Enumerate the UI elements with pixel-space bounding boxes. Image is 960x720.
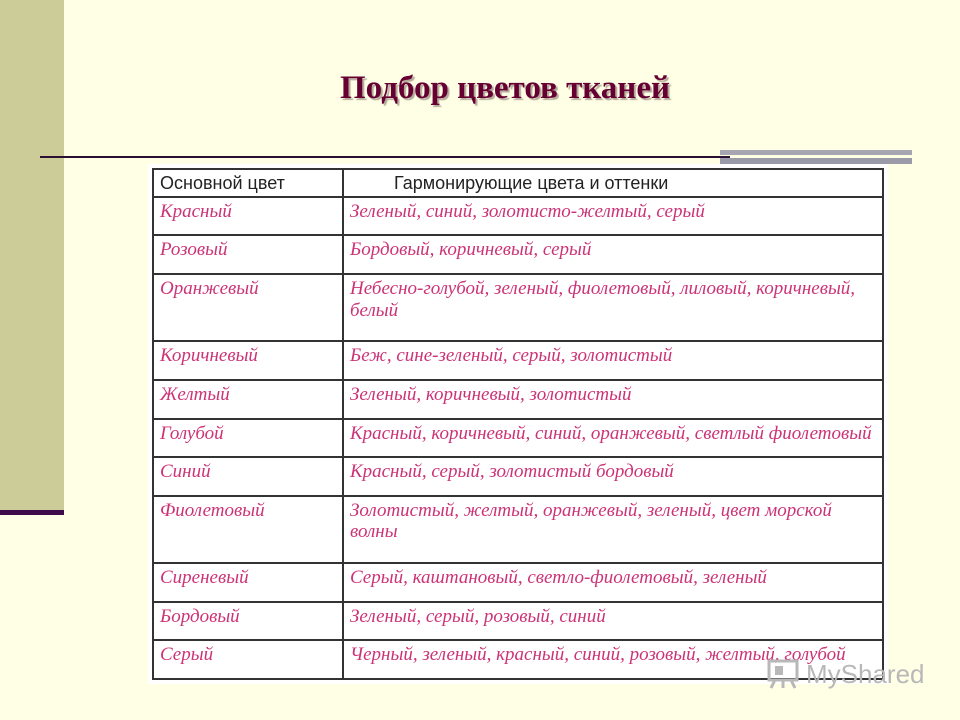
header-harmony-colors: Гармонирующие цвета и оттенки bbox=[343, 169, 883, 197]
title-divider-line bbox=[40, 156, 730, 158]
main-color-cell: Синий bbox=[153, 457, 343, 496]
table-header-row bbox=[153, 169, 883, 197]
table-row bbox=[153, 602, 883, 641]
myshared-watermark bbox=[766, 656, 925, 692]
harmony-cell: Красный, коричневый, синий, оранжевый, светлый фиолетовый bbox=[343, 419, 883, 458]
harmony-cell: Небесно-голубой, зеленый, фиолетовый, лиловый, коричневый, белый bbox=[343, 274, 883, 342]
table-row bbox=[153, 419, 883, 458]
main-color-cell: Серый bbox=[153, 640, 343, 679]
table-row bbox=[153, 563, 883, 602]
table-row bbox=[153, 197, 883, 236]
main-color-cell: Красный bbox=[153, 197, 343, 236]
main-color-cell: Сиреневый bbox=[153, 563, 343, 602]
header-main-color: Основной цвет bbox=[153, 169, 343, 197]
harmony-cell: Серый, каштановый, светло-фиолетовый, зеленый bbox=[343, 563, 883, 602]
presentation-board-icon bbox=[766, 658, 800, 690]
table-row bbox=[153, 496, 883, 564]
harmony-cell: Беж, сине-зеленый, серый, золотистый bbox=[343, 341, 883, 380]
harmony-cell: Зеленый, серый, розовый, синий bbox=[343, 602, 883, 641]
side-decoration-underline bbox=[0, 510, 64, 515]
color-table-container bbox=[148, 164, 888, 684]
table-row bbox=[153, 235, 883, 274]
harmony-cell: Бордовый, коричневый, серый bbox=[343, 235, 883, 274]
harmony-cell: Зеленый, коричневый, золотистый bbox=[343, 380, 883, 419]
table-row bbox=[153, 380, 883, 419]
harmony-cell: Зеленый, синий, золотисто-желтый, серый bbox=[343, 197, 883, 236]
harmony-cell: Черный, зеленый, красный, синий, розовый, желтый, голубой bbox=[343, 640, 883, 679]
main-color-cell: Желтый bbox=[153, 380, 343, 419]
table-row bbox=[153, 457, 883, 496]
main-color-cell: Бордовый bbox=[153, 602, 343, 641]
color-harmony-table bbox=[152, 168, 884, 680]
table-row bbox=[153, 274, 883, 342]
harmony-cell: Золотистый, желтый, оранжевый, зеленый, цвет морской волны bbox=[343, 496, 883, 564]
main-color-cell: Фиолетовый bbox=[153, 496, 343, 564]
table-row bbox=[153, 341, 883, 380]
watermark-text: MyShared bbox=[806, 658, 925, 689]
harmony-cell: Красный, серый, золотистый бордовый bbox=[343, 457, 883, 496]
main-color-cell: Розовый bbox=[153, 235, 343, 274]
main-color-cell: Оранжевый bbox=[153, 274, 343, 342]
title-divider-gray-accent bbox=[720, 150, 912, 155]
main-color-cell: Коричневый bbox=[153, 341, 343, 380]
main-color-cell: Голубой bbox=[153, 419, 343, 458]
slide-title: Подбор цветов тканей bbox=[340, 70, 670, 106]
